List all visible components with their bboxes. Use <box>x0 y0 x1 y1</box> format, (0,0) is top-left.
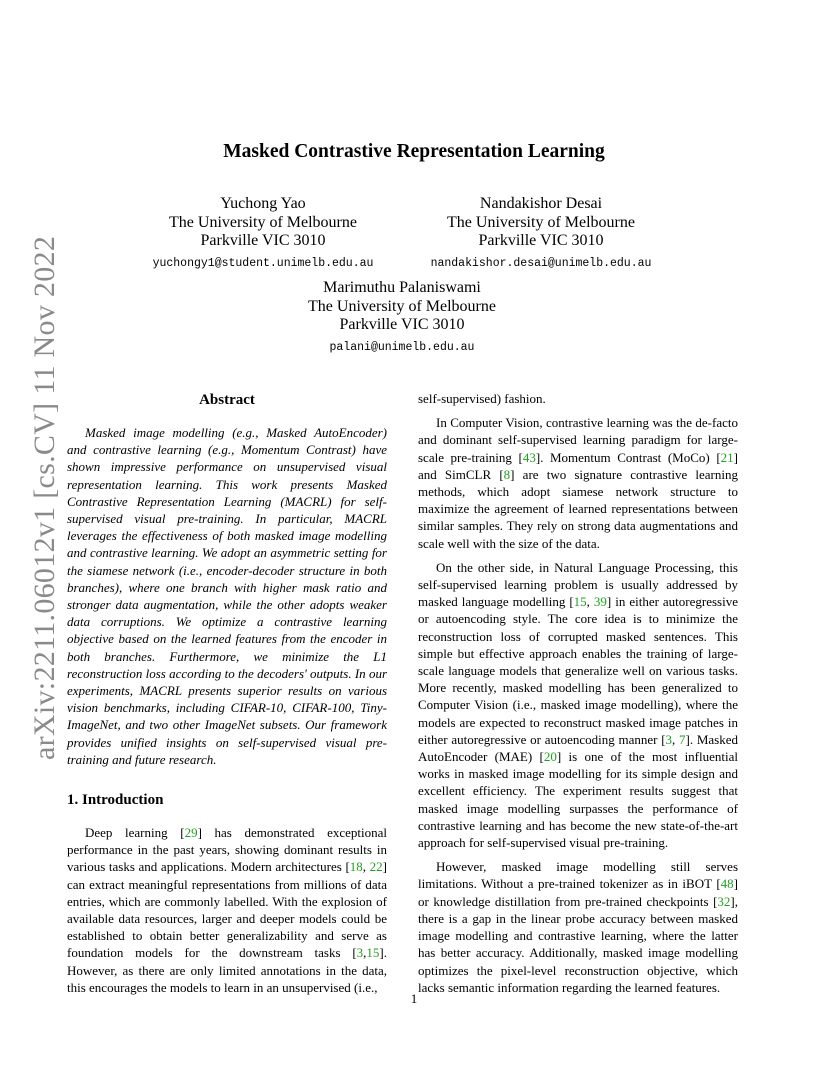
text-run: Deep learning [ <box>85 825 185 841</box>
author-email[interactable]: yuchongy1@student.unimelb.edu.au <box>152 256 374 270</box>
citation-link[interactable]: 8 <box>503 466 511 482</box>
citation-link[interactable]: 48 <box>720 876 734 892</box>
text-run: ] can extract meaningful representations from millions of data entries, which are commonly labelled. With the explosion of available data resources, larger and deeper models could be established to obtain better generalizability and serve as foundation models for the downstream tasks [ <box>67 859 388 961</box>
text-run: ]. However, as there are only limited annotations in the data, this encourages the models to learn in an unsupervised (i.e., <box>67 945 387 995</box>
text-run: In Computer Vision, contrastive learning was the de-facto and dominant self-supervised learning paradigm for large-scale pre-training [ <box>418 415 738 465</box>
text-run: ], there is a gap in the linear probe accuracy between masked image modelling and contrastive learning, where the latter has better accuracy. Additionally, masked image modelling optimizes the pixel-level reconstruction objective, which lacks semantic information regarding the learned features. <box>418 893 738 995</box>
right-column <box>418 390 738 1003</box>
text-run: ] has demonstrated exceptional performance in the past years, showing dominant results in various tasks and applications. Modern architectures [ <box>67 825 388 875</box>
text-run: However, masked image modelling still serves limitations. Without a pre-trained tokenizer as in iBOT [ <box>418 859 738 892</box>
author-block-3 <box>266 279 538 355</box>
text-run: ]. Masked AutoEncoder (MAE) [ <box>418 731 738 765</box>
body-paragraph <box>418 559 738 851</box>
citation-link[interactable]: 21 <box>720 449 734 465</box>
author-email[interactable]: palani@unimelb.edu.au <box>329 340 475 354</box>
author-block-2 <box>405 195 677 271</box>
text-run: ] or knowledge distillation from pre-trained checkpoints [ <box>418 876 738 909</box>
author-name: Nandakishor Desai <box>479 195 603 212</box>
text-run: , <box>363 945 367 961</box>
citation-link[interactable]: 15 <box>366 945 380 961</box>
text-run: , <box>586 594 594 610</box>
left-column <box>67 390 387 1003</box>
author-name: Yuchong Yao <box>220 195 306 212</box>
paper-title: Masked Contrastive Representation Learning <box>223 141 605 162</box>
author-address: Parkville VIC 3010 <box>478 232 604 249</box>
author-affiliation: The University of Melbourne <box>169 213 357 231</box>
citation-link[interactable]: 39 <box>593 594 607 610</box>
author-block-1 <box>128 195 398 271</box>
author-address: Parkville VIC 3010 <box>200 232 326 249</box>
author-affiliation: The University of Melbourne <box>447 213 635 231</box>
intro-paragraph <box>67 824 387 996</box>
text-run: , <box>672 731 680 747</box>
author-name: Marimuthu Palaniswami <box>323 279 481 296</box>
text-run: ] are two signature contrastive learning methods, which adopt siamese network structure to maximize the agreement of learned representations between similar samples. They rely on strong data augmentations and scale well with the size of the data. <box>418 466 738 551</box>
text-run: ]. Momentum Contrast (MoCo) [ <box>535 449 721 465</box>
body-paragraph <box>418 858 738 996</box>
text-run: ] and SimCLR [ <box>418 449 738 482</box>
citation-link[interactable]: 3 <box>356 945 364 961</box>
section-heading-introduction: 1. Introduction <box>67 792 164 809</box>
author-affiliation: The University of Melbourne <box>308 297 496 315</box>
citation-link[interactable]: 18 <box>349 859 363 875</box>
body-paragraph <box>418 414 738 552</box>
arxiv-stamp: arXiv:2211.06012v1 [cs.CV] 11 Nov 2022 <box>28 235 61 760</box>
abstract-heading: Abstract <box>199 392 255 408</box>
text-run: , <box>362 859 370 875</box>
citation-link[interactable]: 29 <box>184 825 198 841</box>
citation-link[interactable]: 7 <box>679 731 686 747</box>
author-address: Parkville VIC 3010 <box>339 316 465 333</box>
citation-link[interactable]: 43 <box>522 449 536 465</box>
citation-link[interactable]: 3 <box>665 731 673 747</box>
citation-link[interactable]: 32 <box>717 893 731 909</box>
continued-paragraph: self-supervised) fashion. <box>418 391 546 406</box>
text-run: ] is one of the most influential works in masked image modelling for its simple design and excellent efficiency. The experiment results suggest that masked image modelling surpasses the performance of contrastive learning and has become the new state-of-the-art approach for self-supervised visual pre-training. <box>418 749 738 851</box>
abstract-text: Masked image modelling (e.g., Masked AutoEncoder) and contrastive learning (e.g., Momentum Contrast) have shown impressive performance on unsupervised visual representation learning. This work presents Masked Contrastive Representation Learning (MACRL) for self-supervised visual pre-training. In particular, MACRL leverages the effectiveness of both masked image modelling and contrastive learning. We adopt an asymmetric setting for the siamese network (i.e., encoder-decoder structure in both branches), where one branch with higher mask ratio and stronger data augmentation, while the other adopts weaker data corruptions. We optimize a contrastive learning objective based on the learned features from the encoder in both branches. Furthermore, we minimize the L1 reconstruction loss according to the decoders' outputs. In our experiments, MACRL presents superior results on various vision benchmarks, including CIFAR-10, CIFAR-100, Tiny-ImageNet, and two other ImageNet subsets. Our framework provides unified insights on self-supervised visual pre-training and future research. <box>67 425 387 767</box>
text-run: ] in either autoregressive or autoencoding style. The core idea is to minimize the reconstruction loss of corrupted masked sentences. This simple but effective approach enables the training of large-scale language models that generalize well on various tasks. More recently, masked modelling has been generalized to Computer Vision (i.e., masked image modelling), where the models are expected to reconstruct masked image patches in either autoregressive or autoencoding manner [ <box>418 594 738 747</box>
page-number: 1 <box>410 991 418 1006</box>
author-email[interactable]: nandakishor.desai@unimelb.edu.au <box>430 256 652 270</box>
citation-link[interactable]: 20 <box>543 749 557 765</box>
text-run: On the other side, in Natural Language Processing, this self-supervised learning problem is usually addressed by masked language modelling [ <box>418 559 738 610</box>
citation-link[interactable]: 22 <box>369 859 383 875</box>
citation-link[interactable]: 15 <box>573 594 587 610</box>
